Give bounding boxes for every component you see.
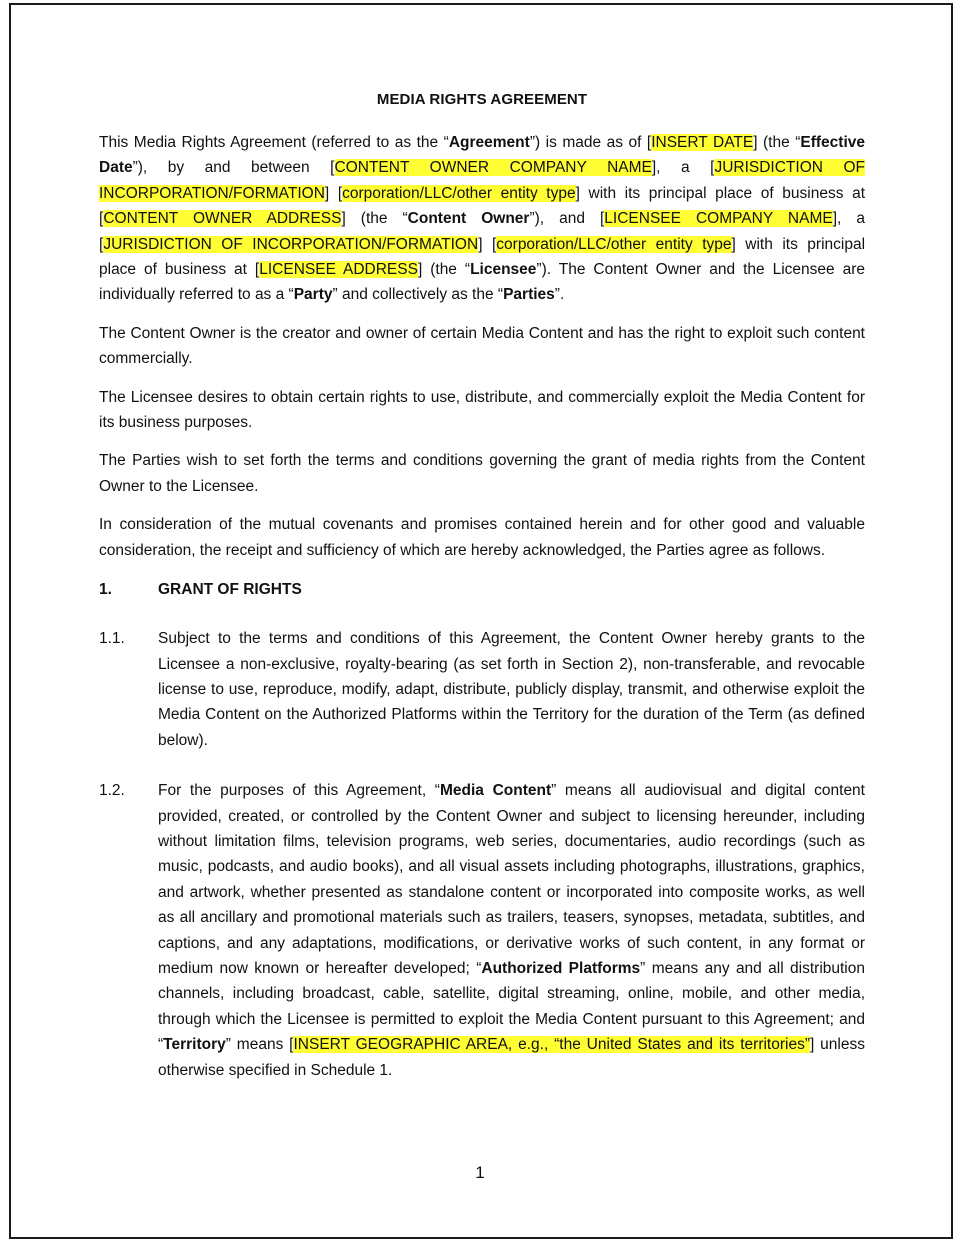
clause-1-2 — [99, 778, 865, 1083]
clause-1-1 — [99, 626, 865, 753]
defined-term-parties: Parties — [503, 286, 555, 304]
placeholder-licensee-jurisdiction: JURISDICTION OF INCORPORATION/FORMATION — [103, 235, 479, 253]
document-body — [99, 91, 865, 1108]
defined-term-agreement: Agreement — [448, 134, 530, 151]
preamble-text: ] with its principal place of business at [ — [99, 184, 865, 228]
clause-text: Subject to the terms and conditions of this Agreement, the Content Owner hereby grants to the Licensee a non-exclusive, royalty-bearing (as set forth in Section 2), non-transferable, and revocable license to use, reproduce, modify, adapt, distribute, publicly display, transmit, and otherwise exploit the Media Content on the Authorized Platforms within the Territory for the duration of the Term (as defined below). — [158, 630, 865, 749]
placeholder-licensee-entity-type: corporation/LLC/other entity type — [496, 235, 732, 253]
preamble-text: ”) is made as of [ — [529, 134, 652, 151]
section-title: GRANT OF RIGHTS — [158, 581, 302, 599]
defined-term-party: Party — [293, 286, 333, 304]
clause-text-segment: For the purposes of this Agreement, “ — [158, 782, 440, 800]
preamble-text: ”. — [554, 286, 565, 304]
recital-1: The Content Owner is the creator and owner of certain Media Content and has the right to exploit such content commercially. — [99, 324, 865, 368]
preamble-text: ], a [ — [99, 210, 865, 253]
defined-term-media-content: Media Content — [439, 782, 552, 800]
placeholder-licensee-company: LICENSEE COMPANY NAME — [604, 210, 833, 228]
document-title: MEDIA RIGHTS AGREEMENT — [376, 91, 588, 108]
defined-term-content-owner: Content Owner — [407, 210, 530, 228]
clause-text-segment: ” means [ — [225, 1036, 294, 1054]
recital-3: The Parties wish to set forth the terms and conditions governing the grant of media rights from the Content Owner to the Licensee. — [99, 452, 865, 495]
preamble-text: ] [ — [478, 235, 497, 253]
clause-text-segment: ] unless otherwise specified in Schedule 1. — [158, 1036, 865, 1079]
preamble-text: ”). The Content Owner and the Licensee are individually referred to as a “ — [99, 261, 865, 304]
placeholder-insert-date: INSERT DATE — [651, 134, 754, 151]
placeholder-licensee-address: LICENSEE ADDRESS — [259, 261, 418, 279]
preamble-paragraph — [99, 130, 865, 308]
clause-number: 1.1. — [99, 630, 125, 648]
placeholder-owner-address: CONTENT OWNER ADDRESS — [103, 210, 342, 228]
defined-term-authorized-platforms: Authorized Platforms — [481, 959, 641, 977]
section-number: 1. — [99, 581, 112, 599]
recital-2: The Licensee desires to obtain certain rights to use, distribute, and commercially exploit the Media Content for its business purposes. — [99, 388, 865, 432]
defined-term-territory: Territory — [163, 1036, 226, 1054]
defined-term-licensee: Licensee — [470, 261, 537, 279]
defined-term-effective-date: Effective Date — [99, 134, 865, 177]
preamble-text: ], a [ — [651, 159, 715, 177]
preamble-text: ] (the “ — [341, 210, 408, 228]
clause-text — [158, 778, 865, 1083]
preamble-text: ”), by and between [ — [132, 159, 335, 177]
preamble-text: ] with its principal place of business at [ — [99, 235, 866, 279]
placeholder-geographic-area: INSERT GEOGRAPHIC AREA, e.g., “the United States and its territories” — [293, 1036, 811, 1054]
placeholder-content-owner-company: CONTENT OWNER COMPANY NAME — [334, 159, 652, 177]
preamble-text: This Media Rights Agreement (referred to as the “ — [99, 134, 449, 151]
section-heading — [99, 577, 865, 602]
clause-text-segment: ” means all audiovisual and digital content provided, created, or controlled by the Content Owner and subject to licensing hereunder, including without limitation films, television programs, web series, documentaries, audio recordings (such as music, podcasts, and audio books), and all visual assets including photographs, illustrations, graphics, and artwork, whether presented as standalone content or incorporated into composite works, as well as all ancillary and promotional materials such as trailers, teasers, synopses, metadata, subtitles, and captions, and any adaptations, modifications, or derivative works of such content, in any format or medium now known or hereafter developed; “ — [158, 782, 865, 977]
preamble-text: ] (the “ — [753, 134, 801, 151]
placeholder-owner-entity-type: corporation/LLC/other entity type — [342, 184, 576, 202]
preamble-text: ” and collectively as the “ — [332, 286, 504, 304]
placeholder-owner-jurisdiction: JURISDICTION OF INCORPORATION/FORMATION — [99, 159, 866, 202]
clause-text-segment: ” means any and all distribution channels, including broadcast, cable, satellite, digital streaming, online, mobile, and other media, through which the Licensee is permitted to exploit the Media Content pursuant to this Agreement; and “ — [158, 959, 865, 1054]
clause-number: 1.2. — [99, 782, 125, 800]
preamble-text: ] (the “ — [417, 261, 471, 279]
consideration-paragraph: In consideration of the mutual covenants and promises contained herein and for other good and valuable consideration, the receipt and sufficiency of which are hereby acknowledged, the Parties agree as follows. — [99, 516, 865, 559]
page-number: 1 — [475, 1163, 485, 1182]
preamble-text: ”), and [ — [529, 210, 605, 228]
preamble-text: ] [ — [324, 184, 343, 202]
